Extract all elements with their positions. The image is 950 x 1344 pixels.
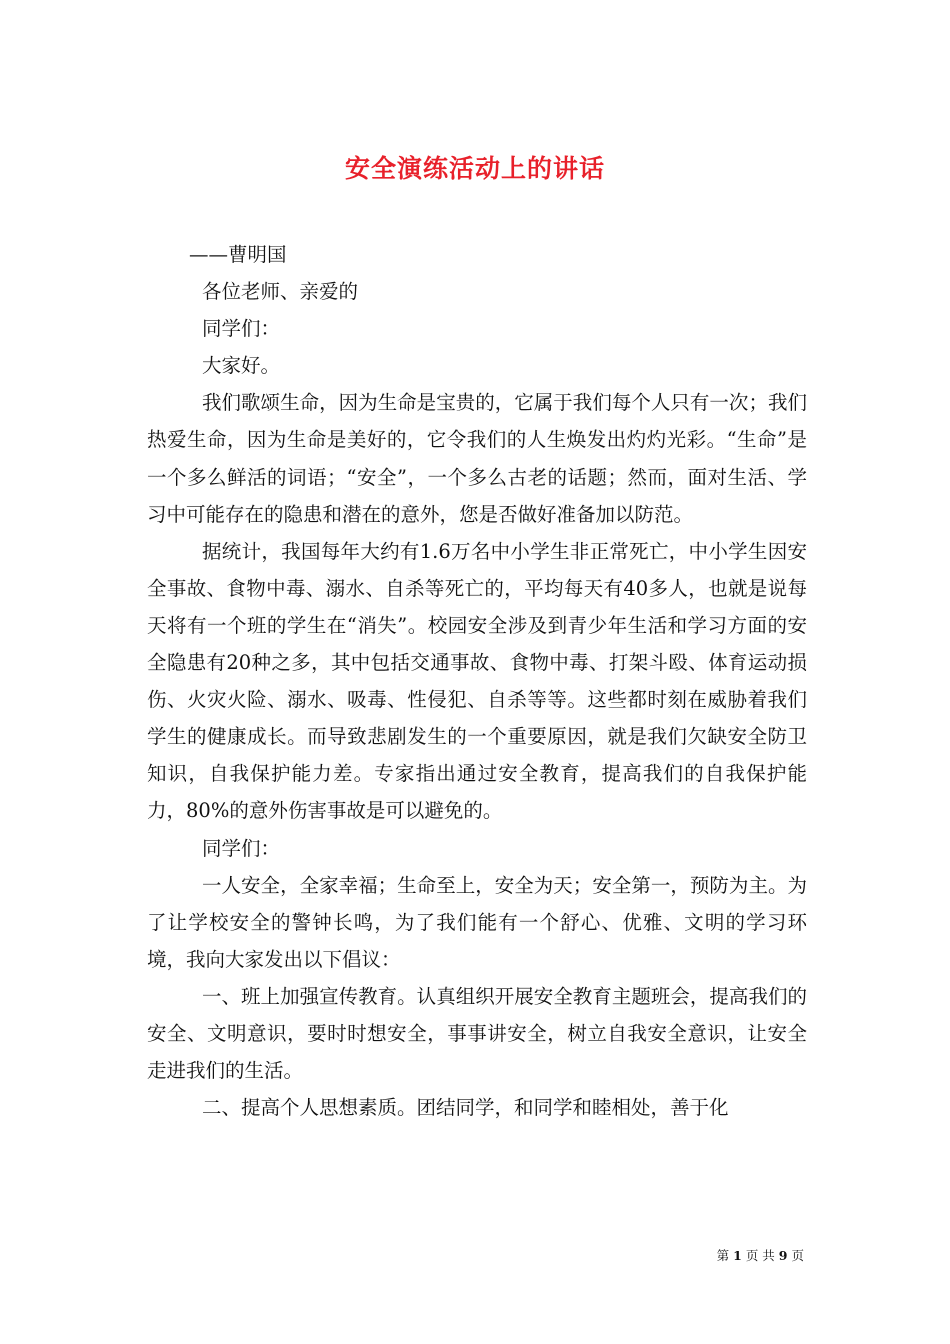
document-title: 安全演练活动上的讲话: [344, 153, 605, 183]
greeting: 大家好。: [202, 354, 281, 378]
paragraph-point-one: 一、班上加强宣传教育。认真组织开展安全教育主题班会，提高我们的安全、文明意识，要时时想安全，事事讲安全，树立自我安全意识，让安全走进我们的生活。: [147, 984, 807, 1083]
salutation-students-2: 同学们：: [202, 836, 281, 860]
footer-current-page: 1: [733, 1248, 742, 1263]
salutation-teachers: 各位老师、亲爱的: [202, 280, 359, 304]
paragraph-life: 我们歌颂生命，因为生命是宝贵的，它属于我们每个人只有一次；我们热爱生命，因为生命是美好的，它令我们的人生焕发出灼灼光彩。“生命”是一个多么鲜活的词语；“安全”，一个多么古老的话题；然而，面对生活、学习中可能存在的隐患和潜在的意外，您是否做好准备加以防范。: [147, 391, 807, 526]
document-body: [147, 236, 807, 1126]
footer-total-pages: 9: [778, 1248, 788, 1263]
salutation-students: 同学们：: [202, 317, 281, 341]
footer-prefix: 第: [716, 1248, 730, 1263]
paragraph-proposal: 一人安全，全家幸福；生命至上，安全为天；安全第一，预防为主。为了让学校安全的警钟长鸣，为了我们能有一个舒心、优雅、文明的学习环境，我向大家发出以下倡议：: [147, 873, 807, 971]
footer-suffix: 页: [791, 1248, 804, 1263]
page-footer: [717, 1246, 804, 1264]
author-line: ——曹明国: [189, 243, 287, 266]
paragraph-point-two: 二、提高个人思想素质。团结同学，和同学和睦相处，善于化: [202, 1096, 729, 1120]
paragraph-statistics: 据统计，我国每年大约有1.6万名中小学生非正常死亡，中小学生因安全事故、食物中毒、溺水、自杀等死亡的，平均每天有40多人，也就是说每天将有一个班的学生在“消失”。校园安全涉及到青少年生活和学习方面的安全隐患有20种之多，其中包括交通事故、食物中毒、打架斗殴、体育运动损伤、火灾火险、溺水、吸毒、性侵犯、自杀等等。这些都时刻在威胁着我们学生的健康成长。而导致悲剧发生的一个重要原因，就是我们欠缺安全防卫知识，自我保护能力差。专家指出通过安全教育，提高我们的自我保护能力，80%的意外伤害事故是可以避免的。: [147, 539, 807, 823]
footer-middle: 页 共: [745, 1248, 775, 1263]
